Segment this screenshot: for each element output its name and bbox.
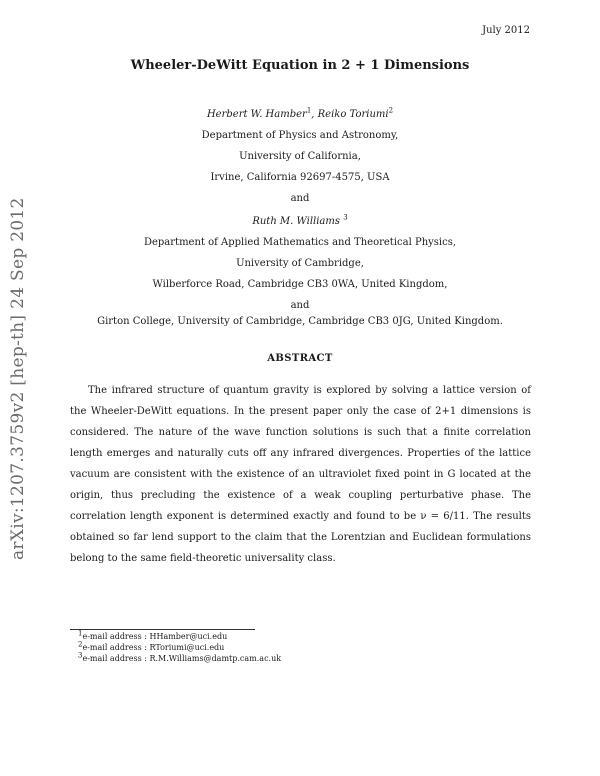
affiliation-line: Department of Physics and Astronomy, (201, 130, 399, 141)
footnote-item (78, 642, 281, 653)
author-line (0, 211, 600, 232)
footnote-mark: 2 (78, 640, 83, 649)
footnotes (78, 631, 281, 664)
footnote-mark: 1 (306, 106, 312, 115)
footnote-mark: 1 (78, 629, 83, 638)
girton-affiliation (0, 311, 600, 332)
author-name: Ruth M. Williams (252, 216, 341, 227)
author-separator: , (311, 109, 318, 120)
and-separator: and (290, 193, 310, 204)
author-line (0, 104, 600, 125)
footnote-mark: 3 (78, 651, 83, 660)
footnote-mark: 2 (388, 106, 394, 115)
affiliation-line: Department of Applied Mathematics and Theoretical Physics, (143, 237, 457, 248)
author-block-ucirvine (0, 104, 600, 209)
footnote-mark: 3 (343, 213, 348, 222)
affiliation-line: University of Cambridge, (236, 258, 364, 269)
affiliation-line: Irvine, California 92697-4575, USA (210, 172, 390, 183)
abstract-heading: ABSTRACT (267, 353, 333, 364)
author-block-cambridge (0, 211, 600, 316)
arxiv-identifier: arXiv:1207.3759v2 [hep-th] 24 Sep 2012 (8, 197, 28, 560)
footnote-item (78, 631, 281, 642)
and-separator: and (290, 300, 310, 311)
footnote-text: e-mail address : R.M.Williams@damtp.cam.ac.uk (82, 654, 282, 663)
author-name: Reiko Toriumi (317, 109, 389, 120)
date-line: July 2012 (482, 25, 530, 36)
affiliation-line: Girton College, University of Cambridge, Cambridge CB3 0JG, United Kingdom. (97, 316, 503, 327)
footnote-text: e-mail address : RToriumi@uci.edu (82, 643, 225, 652)
footnote-item (78, 653, 281, 664)
footnote-divider (70, 629, 255, 630)
author-name: Herbert W. Hamber (206, 109, 307, 120)
paper-title: Wheeler-DeWitt Equation in 2 + 1 Dimensions (130, 58, 470, 73)
abstract-body: The infrared structure of quantum gravity is explored by solving a lattice version of the Wheeler-DeWitt equations. In the present paper only the case of 2+1 dimensions is considered. The nature of the wave function solutions is such that a finite correlation length emerges and naturally cuts off any infrared divergences. Properties of the lattice vacuum are consistent with the existence of an ultraviolet fixed point in G located at the origin, thus precluding the existence of a weak coupling perturbative phase. The correlation length exponent is determined exactly and found to be ν = 6/11. The results obtained so far lend support to the claim that the Lorentzian and Euclidean formulations belong to the same field-theoretic universality class. (70, 385, 531, 564)
footnote-text: e-mail address : HHamber@uci.edu (82, 632, 228, 641)
affiliation-line: University of California, (239, 151, 361, 162)
affiliation-line: Wilberforce Road, Cambridge CB3 0WA, United Kingdom, (152, 279, 448, 290)
